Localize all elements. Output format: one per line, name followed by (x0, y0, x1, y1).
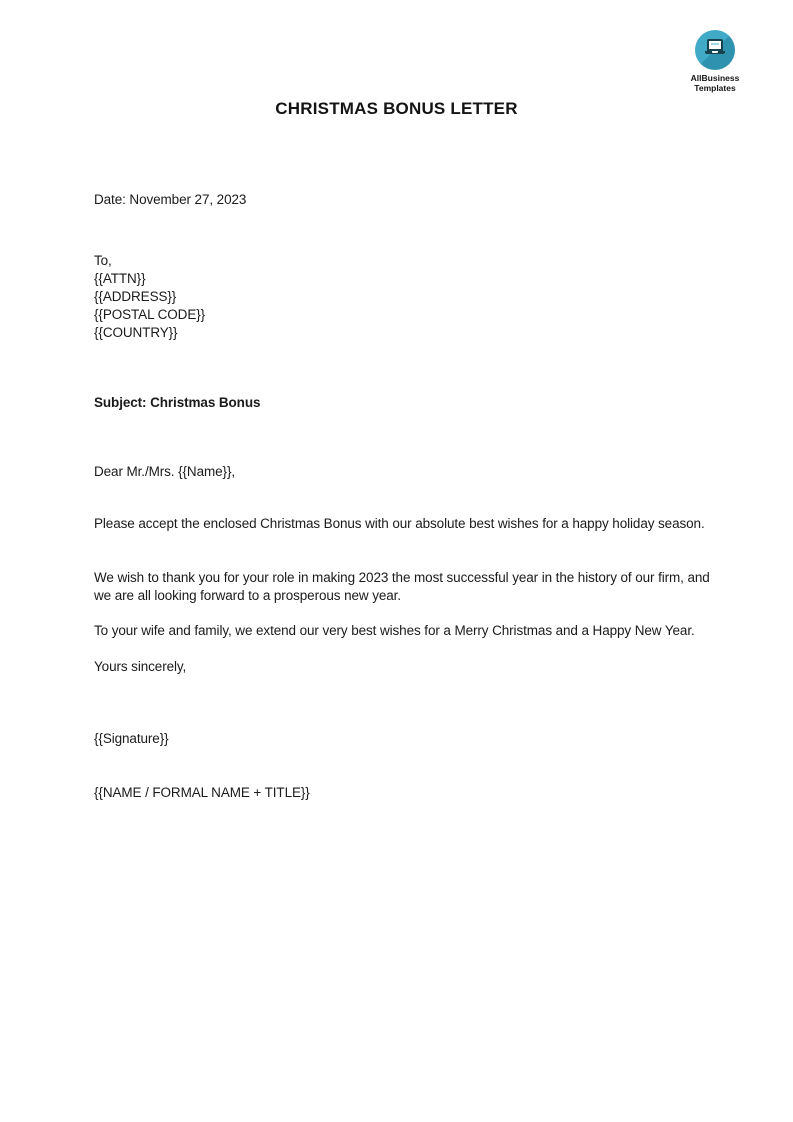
subject-line: Subject: Christmas Bonus (94, 395, 261, 410)
logo-brand-line1: AllBusiness (690, 73, 740, 83)
laptop-icon (695, 30, 735, 70)
recipient-country-placeholder: {{COUNTRY}} (94, 325, 178, 340)
recipient-address-placeholder: {{ADDRESS}} (94, 289, 177, 304)
allbusiness-templates-logo (686, 30, 744, 93)
body-paragraph: To your wife and family, we extend our very best wishes for a Merry Christmas and a Happy New Year. (94, 623, 695, 638)
recipient-block (94, 252, 716, 342)
body-paragraph: We wish to thank you for your role in making 2023 the most successful year in the history of our firm, and we are all looking forward to a prosperous new year. (94, 570, 710, 603)
recipient-to-label: To, (94, 253, 112, 268)
letter-title: CHRISTMAS BONUS LETTER (275, 99, 518, 118)
salutation: Dear Mr./Mrs. {{Name}}, (94, 464, 235, 479)
body-paragraph: Please accept the enclosed Christmas Bonus with our absolute best wishes for a happy holiday season. (94, 516, 705, 531)
logo-brand-line2: Templates (694, 83, 736, 93)
signature-placeholder: {{Signature}} (94, 731, 169, 746)
closing-line: Yours sincerely, (94, 659, 187, 674)
recipient-attn-placeholder: {{ATTN}} (94, 271, 146, 286)
date-line: Date: November 27, 2023 (94, 192, 247, 207)
recipient-postal-code-placeholder: {{POSTAL CODE}} (94, 307, 206, 322)
name-title-placeholder: {{NAME / FORMAL NAME + TITLE}} (94, 785, 310, 800)
